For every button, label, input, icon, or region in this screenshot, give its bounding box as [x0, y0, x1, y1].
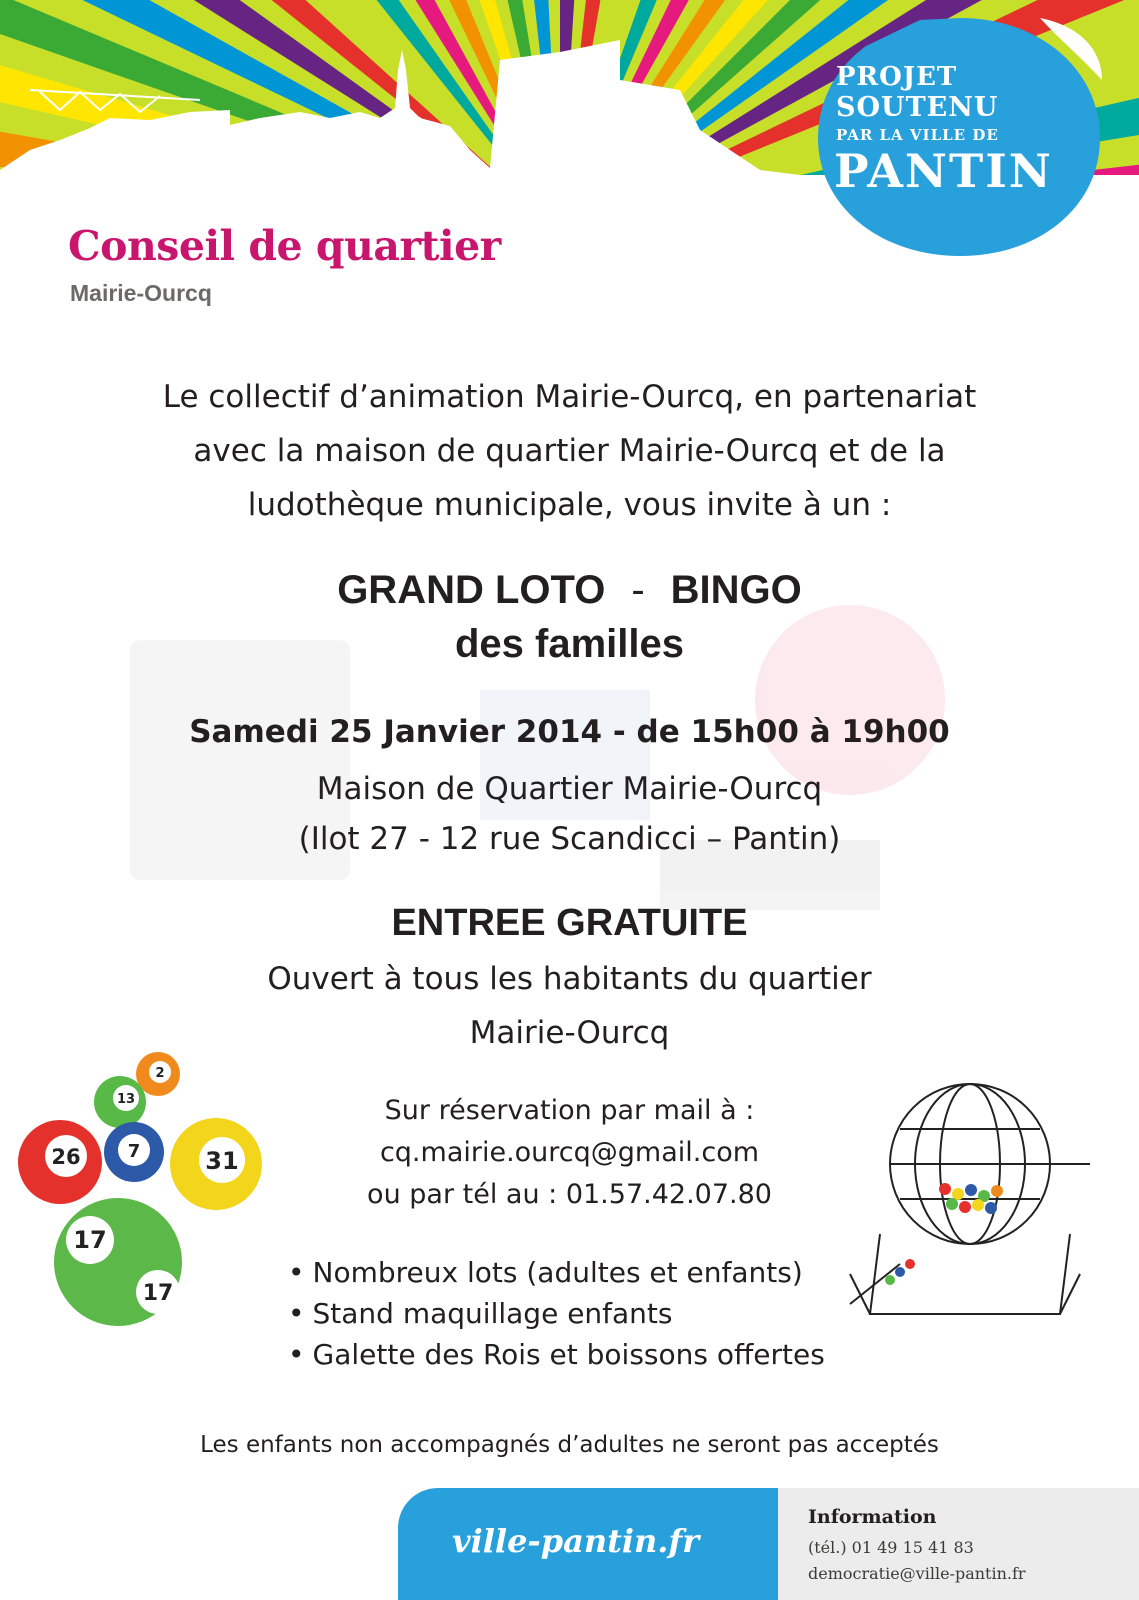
badge-line-1: PROJET	[836, 62, 958, 92]
list-item-text: Nombreux lots (adultes et enfants)	[312, 1256, 803, 1289]
ball-number-31: 31	[205, 1147, 239, 1175]
intro-line-2: avec la maison de quartier Mairie-Ourcq et de la	[193, 433, 946, 469]
reservation-email[interactable]: cq.mairie.ourcq@gmail.com	[379, 1137, 760, 1168]
ball-number-13: 13	[116, 1092, 136, 1107]
event-subtitle: des familles	[454, 622, 684, 666]
list-item	[288, 1252, 825, 1293]
badge-line-3: PAR LA VILLE DE	[836, 126, 999, 144]
entry-line-2: Mairie-Ourcq	[469, 1015, 670, 1051]
event-title-dash: -	[631, 568, 645, 612]
ball-blue	[104, 1122, 164, 1182]
bullet-marker: •	[288, 1338, 305, 1371]
bullet-marker: •	[288, 1256, 305, 1289]
ball-green-large	[54, 1198, 182, 1326]
event-title-right: BINGO	[670, 568, 802, 612]
reservation-line: Sur réservation par mail à :	[384, 1095, 755, 1126]
intro-line-3: ludothèque municipale, vous invite à un :	[247, 487, 892, 523]
conseil-subtitle: Mairie-Ourcq	[70, 280, 212, 306]
reservation-phone: ou par tél au : 01.57.42.07.80	[367, 1179, 772, 1210]
intro-line-1: Le collectif d’animation Mairie-Ourcq, en partenariat	[162, 379, 977, 415]
event-date: Samedi 25 Janvier 2014 - de 15h00 à 19h00	[189, 714, 950, 750]
event-address: (Ilot 27 - 12 rue Scandicci – Pantin)	[298, 821, 841, 857]
footer-website-banner[interactable]	[398, 1488, 778, 1600]
bullet-marker: •	[288, 1297, 305, 1330]
event-venue-block	[0, 764, 1139, 864]
conseil-title: Conseil de quartier	[68, 222, 501, 270]
event-title-left: GRAND LOTO	[337, 568, 606, 612]
list-item	[288, 1334, 825, 1375]
bingo-cage-illustration	[840, 1074, 1100, 1334]
footer-info-block	[778, 1488, 1139, 1600]
ball-number-26: 26	[51, 1145, 81, 1169]
children-warning: Les enfants non accompagnés d’adultes ne seront pas acceptés	[200, 1432, 939, 1458]
pantin-badge	[810, 10, 1110, 260]
footer-info-email[interactable]: democratie@ville-pantin.fr	[808, 1564, 1026, 1583]
footer-info-title: Information	[808, 1506, 937, 1528]
list-item-text: Galette des Rois et boissons offertes	[312, 1338, 825, 1371]
entry-line-1: Ouvert à tous les habitants du quartier	[267, 961, 872, 997]
ball-yellow	[170, 1118, 262, 1210]
event-title	[0, 568, 1139, 613]
footer-info-tel: (tél.) 01 49 15 41 83	[808, 1538, 974, 1557]
ball-red	[18, 1120, 102, 1204]
bingo-balls-illustration	[10, 1040, 280, 1340]
entry-title: ENTREE GRATUITE	[391, 902, 748, 944]
intro-paragraph	[0, 370, 1139, 532]
ball-number-7: 7	[127, 1141, 141, 1162]
ball-number-17b: 17	[142, 1281, 174, 1306]
badge-line-4: PANTIN	[834, 144, 1053, 198]
footer-website[interactable]: ville-pantin.fr	[452, 1522, 700, 1560]
ball-green-small	[94, 1076, 146, 1128]
event-venue: Maison de Quartier Mairie-Ourcq	[316, 771, 823, 807]
list-item-text: Stand maquillage enfants	[312, 1297, 673, 1330]
ball-number-17a: 17	[73, 1226, 107, 1254]
ball-number-2: 2	[155, 1066, 165, 1081]
badge-line-2: SOUTENU	[836, 92, 999, 123]
list-item	[288, 1293, 825, 1334]
feature-list	[288, 1252, 825, 1375]
